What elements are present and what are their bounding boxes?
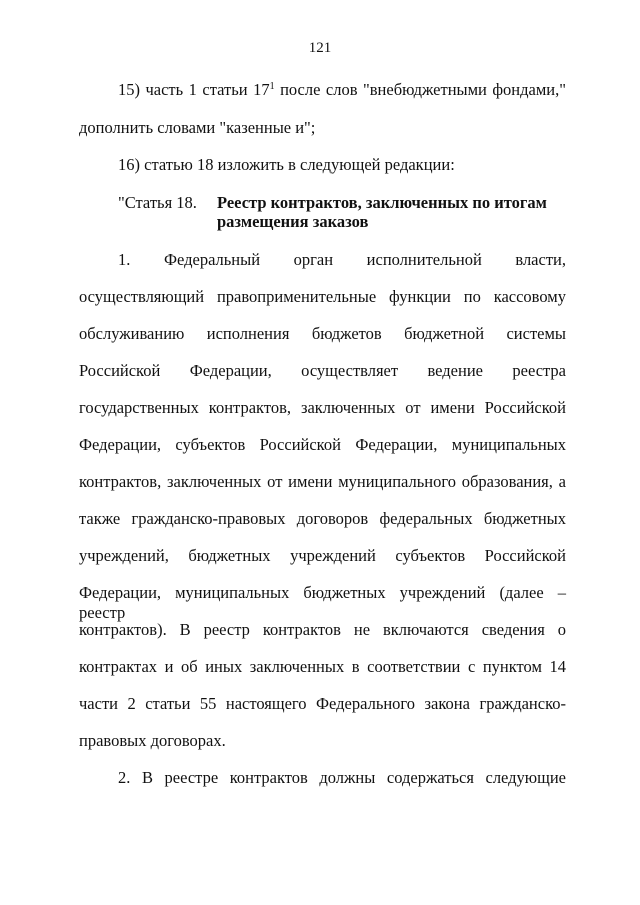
- article-prefix: "Статья 18.: [118, 193, 197, 212]
- article-title-line-1: Реестр контрактов, заключенных по итогам: [217, 193, 547, 212]
- para-1-line: обслуживанию исполнения бюджетов бюджетной системы: [79, 324, 566, 343]
- para-1-line: также гражданско-правовых договоров федеральных бюджетных: [79, 509, 566, 528]
- para-1-line: контрактов). В реестр контрактов не включаются сведения о: [79, 620, 566, 639]
- item-15-text-start: 15) часть 1 статьи 17: [118, 80, 270, 99]
- page-number: 121: [308, 40, 332, 56]
- item-15-superscript: 1: [269, 81, 275, 92]
- para-2-line-1: 2. В реестре контрактов должны содержаться следующие: [118, 768, 566, 787]
- para-1-line: Российской Федерации, осуществляет ведение реестра: [79, 361, 566, 380]
- para-1-line: Федерации, субъектов Российской Федерации, муниципальных: [79, 435, 566, 454]
- para-1-line: контрактах и об иных заключенных в соответствии с пунктом 14: [79, 657, 566, 676]
- item-15-line-2: дополнить словами "казенные и";: [79, 118, 316, 137]
- para-1-line-last: правовых договорах.: [79, 731, 226, 750]
- para-1-line: Федерации, муниципальных бюджетных учреждений (далее – реестр: [79, 583, 566, 622]
- item-15-line-1: [118, 80, 566, 100]
- para-1-line: государственных контрактов, заключенных от имени Российской: [79, 398, 566, 417]
- article-title-line-2: размещения заказов: [217, 212, 369, 231]
- para-1-line: осуществляющий правоприменительные функции по кассовому: [79, 287, 566, 306]
- para-1-line: 1. Федеральный орган исполнительной власти,: [118, 250, 566, 269]
- item-16-line: 16) статью 18 изложить в следующей редакции:: [118, 155, 455, 174]
- para-1-line: учреждений, бюджетных учреждений субъектов Российской: [79, 546, 566, 565]
- item-15-text-end: после слов "внебюджетными фондами,": [274, 80, 566, 99]
- para-1-line: части 2 статьи 55 настоящего Федерального закона гражданско-: [79, 694, 566, 713]
- para-1-line: контрактов, заключенных от имени муниципального образования, а: [79, 472, 566, 491]
